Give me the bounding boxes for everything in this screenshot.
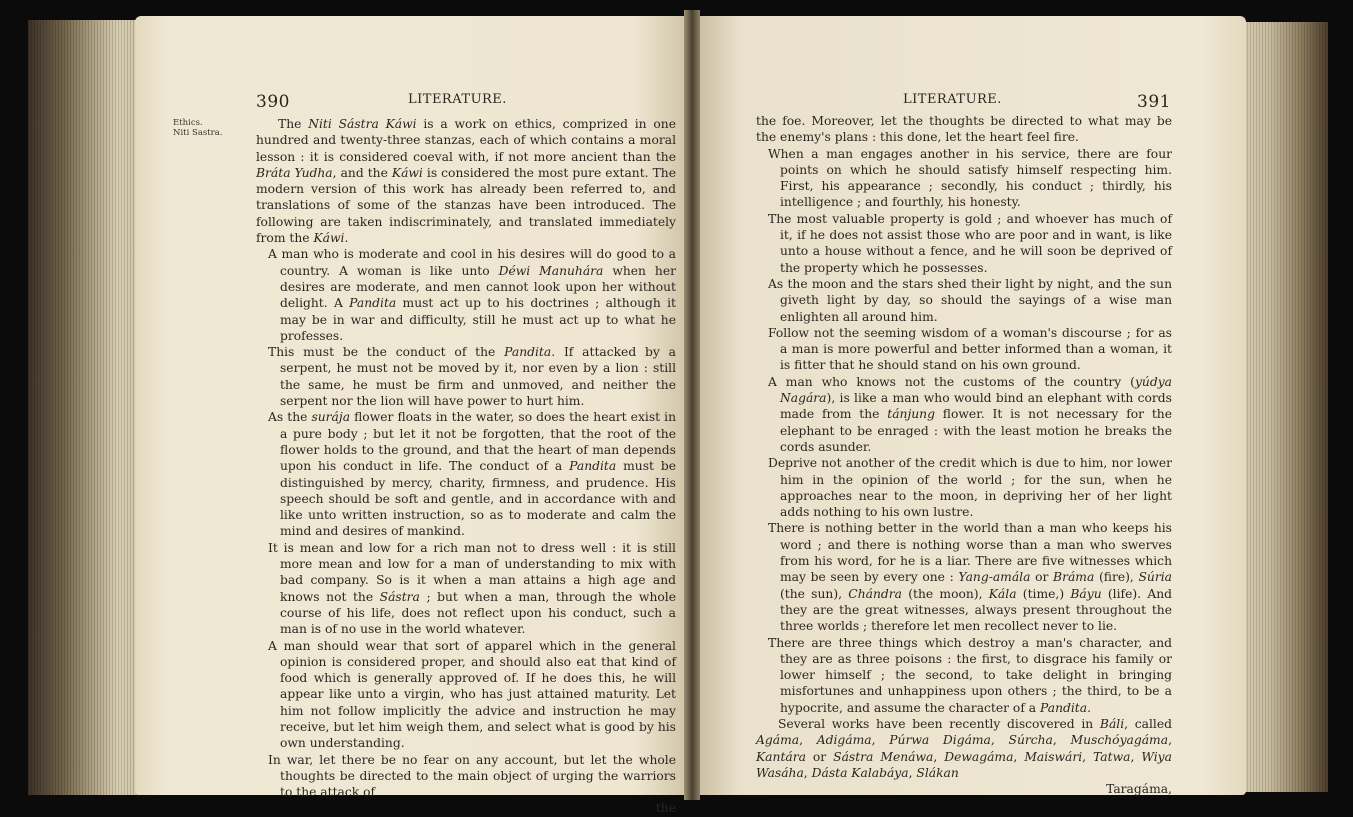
paragraph: It is mean and low for a rich man not to dress well : it is still more mean and low for a man of understanding to mix with bad company. So is it when a man attains a high age and knows not the Sástra ; but when a man, through the whole course of his life, does not reflect upon his conduct, such a man is of no use in the world whatever. [268, 540, 676, 637]
paragraph: The most valuable property is gold ; and whoever has much of it, if he does not assist those who are poor and in want, is like unto a house without a fence, and he will soon be deprived of the property which he possesses. [768, 211, 1172, 275]
catchword: Taragáma, [1106, 782, 1172, 797]
margin-note-line: Niti Sastra. [173, 128, 223, 138]
right-page-text [756, 113, 1172, 797]
paragraph: In war, let there be no fear on any account, but let the whole thoughts be directed to the main object of urging the warriors to the attack of [268, 752, 676, 800]
paragraph: As the moon and the stars shed their light by night, and the sun giveth light by day, so should the sayings of a wise man enlighten all around him. [768, 276, 1172, 324]
right-page-number: 391 [1137, 92, 1171, 112]
right-page-edges [1238, 22, 1328, 792]
right-running-head: LITERATURE. [903, 92, 1002, 107]
paragraph: A man who knows not the customs of the country (yúdya Nagára), is like a man who would bind an elephant with cords made from the tánjung flower. It is not necessary for the elephant to be enraged : with the least motion he breaks the cords asunder. [768, 374, 1173, 454]
left-page-number: 390 [256, 92, 290, 112]
paragraph: A man should wear that sort of apparel which in the general opinion is considered proper, and should also eat that kind of food which is generally approved of. If he does this, he will appear like unto a virgin, who has just attained maturity. Let him not follow implicitly the advice and instruction he may receive, but let him weigh them, and select what is good by his own understanding. [268, 638, 676, 751]
left-page-edges [28, 20, 140, 795]
catchword: the [655, 801, 676, 816]
paragraph: There are three things which destroy a man's character, and they are as three poisons : the first, to disgrace his family or lower himself ; the second, to take delight in bringing misfortunes and unhappiness upon others ; the third, to be a hypocrite, and assume the character of a Pandita. [768, 635, 1172, 715]
paragraph: This must be the conduct of the Pandita. If attacked by a serpent, he must not be moved by it, nor even by a lion : still the same, he must be firm and unmoved, and neither the serpent nor the lion will have power to hurt him. [268, 345, 676, 409]
paragraph: the foe. Moreover, let the thoughts be directed to what may be the enemy's plans : this done, let the heart feel fire. [756, 114, 1172, 145]
paragraph: When a man engages another in his service, there are four points on which he should satisfy himself respecting him. First, his appearance ; secondly, his conduct ; thirdly, his intelligence ; and fourthly, his honesty. [768, 146, 1172, 210]
paragraph: Several works have been recently discovered in Báli, called Agáma, Adigáma, Púrwa Digáma, Súrcha, Muschóyagáma, Kantára or Sástra Menáwa, Dewagáma, Maiswári, Tatwa, Wiya Wasáha, Dásta Kalabáya, Slákan [756, 716, 1172, 780]
margin-note [173, 118, 223, 138]
paragraph: Deprive not another of the credit which is due to him, nor lower him in the opinion of the world ; for the sun, when he approaches near to the moon, in depriving her of her light adds nothing to his own lustre. [768, 456, 1172, 520]
paragraph: Follow not the seeming wisdom of a woman's discourse ; for as a man is more powerful and better informed than a woman, it is fitter that he should stand on his own ground. [768, 325, 1172, 373]
left-running-head: LITERATURE. [408, 92, 507, 107]
paragraph: The Niti Sástra Káwi is a work on ethics, comprized in one hundred and twenty-three stanzas, each of which contains a moral lesson : it is considered coeval with, if not more ancient than the Bráta Yudha, and the Káwi is considered the most pure extant. The modern version of this work has already been referred to, and translations of some of the stanzas have been introduced. The following are taken indiscriminately, and translated immediately from the Káwi. [256, 117, 676, 246]
margin-note-line: Ethics. [173, 118, 203, 128]
left-page-text [256, 116, 676, 817]
paragraph: A man who is moderate and cool in his desires will do good to a country. A woman is like unto Déwi Manuhára when her desires are moderate, and men cannot look upon her without delight. A Pandita must act up to his doctrines ; although it may be in war and difficulty, still he must act up to what he professes. [268, 247, 677, 343]
paragraph: There is nothing better in the world than a man who keeps his word ; and there is nothing worse than a man who swerves from his word, for he is a liar. There are five witnesses which may be seen by every one : Yang-amála or Bráma (fire), Súria (the sun), Chándra (the moon), Kála (time,) Báyu (life). And they are the great witnesses, always present throughout the three worlds ; therefore let men recollect never to lie. [768, 521, 1172, 634]
book-gutter [684, 10, 700, 800]
paragraph: As the surája flower floats in the water, so does the heart exist in a pure body ; but let it not be forgotten, that the root of the flower holds to the ground, and that the heart of man depends upon his conduct in life. The conduct of a Pandita must be distinguished by mercy, charity, firmness, and prudence. His speech should be soft and gentle, and in accordance with and like unto written instruction, so as to moderate and calm the mind and desires of mankind. [268, 410, 676, 539]
